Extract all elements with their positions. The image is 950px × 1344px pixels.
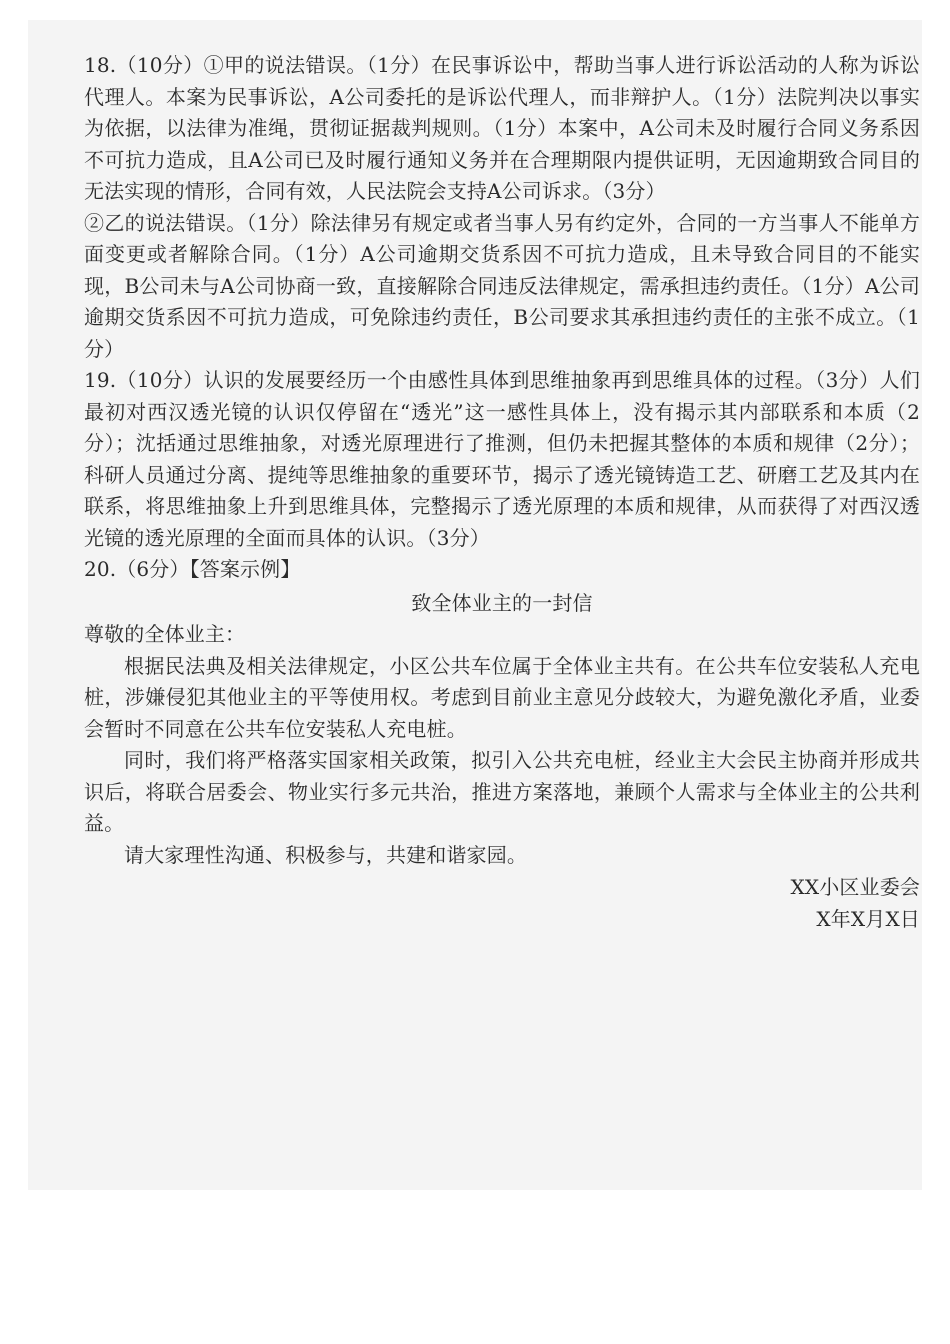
q18-answer-part1: 18.（10分）①甲的说法错误。（1分）在民事诉讼中，帮助当事人进行诉讼活动的人称为诉讼代理人。本案为民事诉讼，A公司委托的是诉讼代理人，而非辩护人。（1分）法院判决以事实为依据，以法律为准绳，贯彻证据裁判规则。（1分）本案中，A公司未及时履行合同义务系因不可抗力造成，且A公司已及时履行通知义务并在合理期限内提供证明，无因逾期致合同目的无法实现的情形，合同有效，人民法院会支持A公司诉求。（3分）: [84, 53, 920, 203]
letter-body-paragraph-1: 根据民法典及相关法律规定，小区公共车位属于全体业主共有。在公共车位安装私人充电桩，涉嫌侵犯其他业主的平等使用权。考虑到目前业主意见分歧较大，为避免激化矛盾，业委会暂时不同意在公共车位安装私人充电桩。: [84, 653, 920, 741]
q18-answer-part2: ②乙的说法错误。（1分）除法律另有规定或者当事人另有约定外，合同的一方当事人不能单方面变更或者解除合同。（1分）A公司逾期交货系因不可抗力造成，且未导致合同目的不能实现，B公司未与A公司协商一致，直接解除合同违反法律规定，需承担违约责任。（1分）A公司逾期交货系因不可抗力造成，可免除违约责任，B公司要求其承担违约责任的主张不成立。（1分）: [84, 210, 920, 361]
letter-signature-date: X年X月X日: [816, 906, 920, 931]
letter-closing: 请大家理性沟通、积极参与，共建和谐家园。: [124, 842, 527, 867]
letter-signature-org: XX小区业委会: [790, 875, 920, 899]
letter-title: 致全体业主的一封信: [411, 590, 593, 615]
letter-body-paragraph-2: 同时，我们将严格落实国家相关政策，拟引入公共充电桩，经业主大会民主协商并形成共识后，将联合居委会、物业实行多元共治，推进方案落地，兼顾个人需求与全体业主的公共利益。: [84, 748, 920, 835]
answer-sheet: [28, 20, 922, 1190]
q19-answer: 19.（10分）认识的发展要经历一个由感性具体到思维抽象再到思维具体的过程。（3分）人们最初对西汉透光镜的认识仅停留在“透光”这一感性具体上，没有揭示其内部联系和本质（2分）；沈括通过思维抽象，对透光原理进行了推测，但仍未把握其整体的本质和规律（2分）；科研人员通过分离、提纯等思维抽象的重要环节，揭示了透光镜铸造工艺、研磨工艺及其内在联系，将思维抽象上升到思维具体，完整揭示了透光原理的本质和规律，从而获得了对西汉透光镜的透光原理的全面而具体的认识。（3分）: [84, 368, 920, 550]
q20-header: 20.（6分）【答案示例】: [84, 557, 301, 581]
answer-content: [84, 50, 920, 935]
letter-salutation: 尊敬的全体业主：: [84, 622, 246, 646]
